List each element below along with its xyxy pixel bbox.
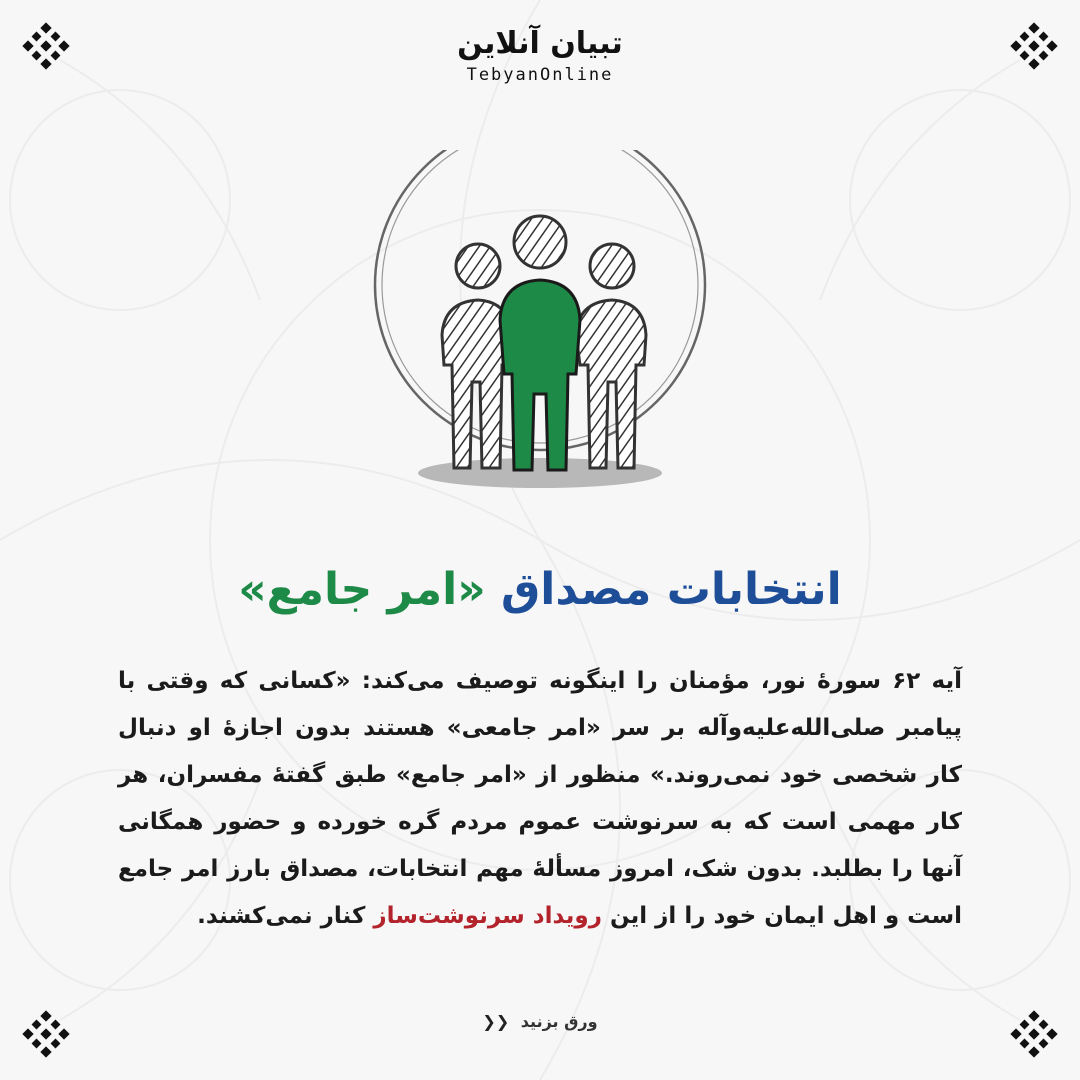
- body-text-end: کنار نمی‌کشند.: [197, 903, 374, 929]
- body-text-main: آیه ۶۲ سورۀ نور، مؤمنان را اینگونه توصیف می‌کند: «کسانی که وقتی با پیامبر صلی‌الله‌علیه‌وآله بر سر «امر جامعی» هستند بدون اجازۀ او دنبال کار شخصی خود نمی‌روند.» منظور از «امر جامع» طبق گفتۀ مفسران، هر کار مهمی است که به سرنوشت عموم مردم گره خورده و حضور همگانی آنها را بطلبد. بدون شک، امروز مسألۀ مهم انتخابات، مصداق بارز امر جامع است و اهل ایمان خود را از این: [118, 668, 962, 929]
- title-part-amr-jame: «امر جامع»: [238, 564, 486, 615]
- brand-logo-persian: تبیان آنلاین: [457, 26, 623, 61]
- swipe-label: ورق بزنید: [520, 1012, 598, 1031]
- body-highlight: رویداد سرنوشت‌ساز: [373, 903, 602, 929]
- brand-logo: [0, 24, 1080, 86]
- brand-logo-english: TebyanOnline: [466, 65, 614, 85]
- body-paragraph: [118, 658, 962, 940]
- page-title: [0, 560, 1080, 620]
- double-chevron-left-icon: ❮❮: [482, 1012, 510, 1031]
- people-group-icon: [370, 150, 710, 500]
- title-part-elections: انتخابات مصداق: [500, 564, 842, 615]
- swipe-hint[interactable]: [0, 1012, 1080, 1031]
